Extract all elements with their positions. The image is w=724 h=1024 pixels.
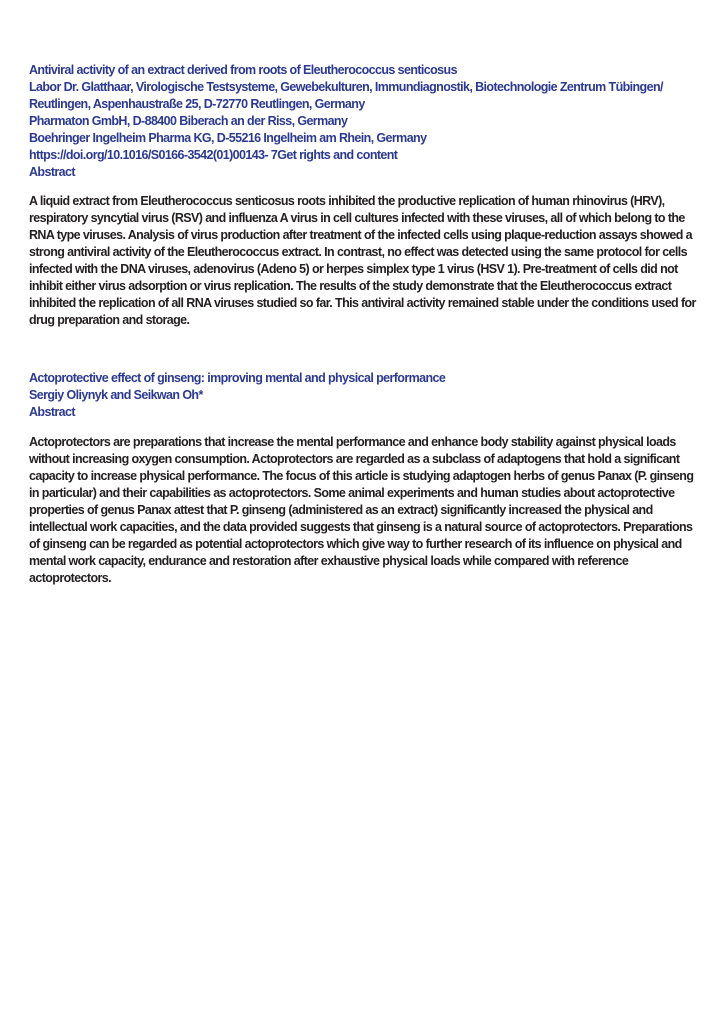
article-title: Antiviral activity of an extract derived from roots of Eleutherococcus senticosus bbox=[29, 63, 457, 77]
article-actoprotective-ginseng bbox=[29, 370, 696, 587]
article-antiviral-eleutherococcus bbox=[29, 62, 696, 329]
abstract-text: A liquid extract from Eleutherococcus senticosus roots inhibited the productive replication of human rhinovirus (HRV), respiratory syncytial virus (RSV) and influenza A virus in cell cultures infected with these viruses, all of which belong to the RNA type viruses. Analysis of virus production after treatment of the infected cells using plaque-reduction assays showed a strong antiviral activity of the Eleutherococcus extract. In contrast, no effect was detected using the same protocol for cells infected with the DNA viruses, adenovirus (Adeno 5) or herpes simplex type 1 virus (HSV 1). Pre-treatment of cells did not inhibit either virus adsorption or virus replication. The results of the study demonstrate that the Eleutherococcus extract inhibited the replication of all RNA viruses studied so far. This antiviral activity remained stable under the conditions used for drug preparation and storage. bbox=[29, 194, 696, 327]
affiliation-line: Boehringer Ingelheim Pharma KG, D-55216 Ingelheim am Rhein, Germany bbox=[29, 131, 427, 145]
abstract-text: Actoprotectors are preparations that increase the mental performance and enhance body stability against physical loads without increasing oxygen consumption. Actoprotectors are regarded as a subclass of adaptogens that hold a significant capacity to increase physical performance. The focus of this article is studying adaptogen herbs of genus Panax (P. ginseng in particular) and their capabilities as actoprotectors. Some animal experiments and human studies about actoprotective properties of genus Panax attest that P. ginseng (administered as an extract) significantly increased the physical and intellectual work capacities, and the data provided suggests that ginseng is a natural source of actoprotectors. Preparations of ginseng can be regarded as potential actoprotectors which give way to further research of its influence on physical and mental work capacity, endurance and restoration after exhaustive physical loads while compared with reference actoprotectors. bbox=[29, 435, 694, 585]
affiliation-line: Reutlingen, Aspenhaustraße 25, D-72770 Reutlingen, Germany bbox=[29, 97, 365, 111]
doi-link[interactable]: https://doi.org/10.1016/S0166-3542(01)00143- 7Get rights and content bbox=[29, 148, 398, 162]
abstract-label: Abstract bbox=[29, 165, 75, 179]
abstract-label: Abstract bbox=[29, 405, 75, 419]
authors-line: Sergiy Oliynyk and Seikwan Oh* bbox=[29, 388, 203, 402]
affiliation-line: Labor Dr. Glatthaar, Virologische Testsysteme, Gewebekulturen, Immundiagnostik, Biotechnologie Zentrum Tübingen/ bbox=[29, 80, 663, 94]
article-title: Actoprotective effect of ginseng: improving mental and physical performance bbox=[29, 371, 446, 385]
affiliation-line: Pharmaton GmbH, D-88400 Biberach an der Riss, Germany bbox=[29, 114, 348, 128]
